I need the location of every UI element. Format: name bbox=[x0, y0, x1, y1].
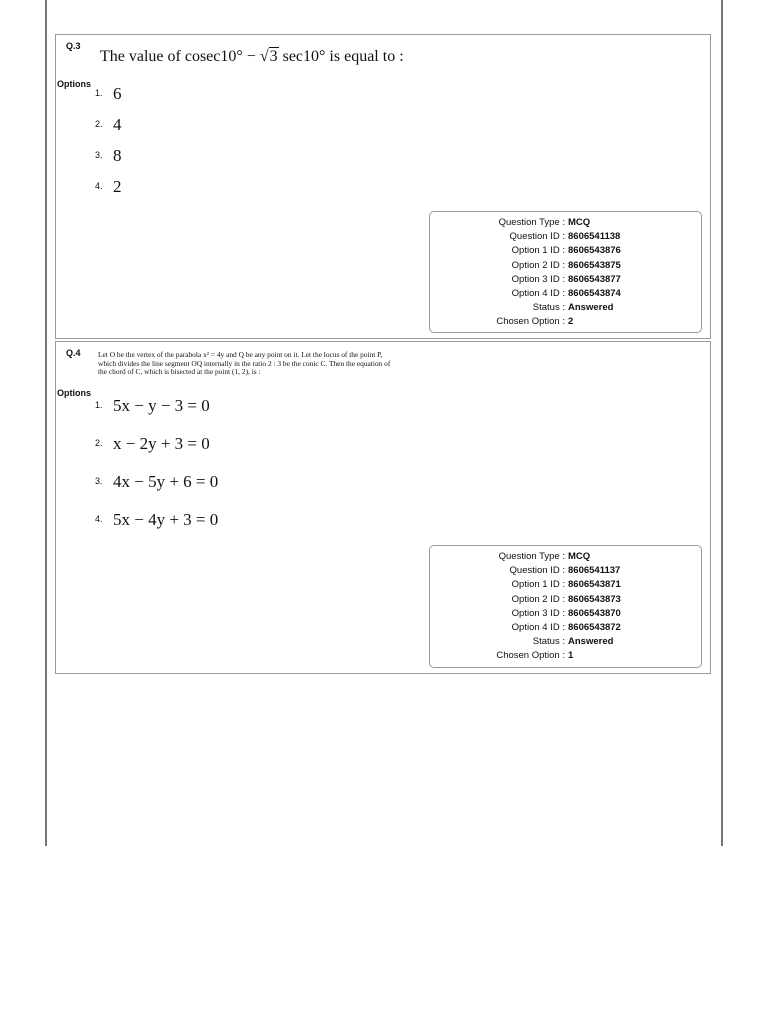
question-info-panel bbox=[429, 211, 702, 333]
page-left-border bbox=[45, 0, 47, 846]
option-value: 5x − y − 3 = 0 bbox=[113, 396, 210, 415]
info-row-option1 bbox=[430, 244, 701, 258]
info-value: 8606541137 bbox=[568, 565, 621, 577]
info-label: Option 4 ID : bbox=[511, 288, 565, 300]
option-number: 2. bbox=[95, 119, 103, 129]
info-row-chosen bbox=[430, 649, 701, 663]
option-value: 8 bbox=[113, 146, 122, 165]
info-label: Option 4 ID : bbox=[511, 622, 565, 634]
info-label: Option 2 ID : bbox=[511, 259, 565, 271]
info-row-option4 bbox=[430, 287, 701, 301]
info-value: 8606543874 bbox=[568, 288, 621, 300]
option-value: 5x − 4y + 3 = 0 bbox=[113, 510, 219, 529]
info-label: Chosen Option : bbox=[496, 650, 565, 662]
info-row-option4 bbox=[430, 621, 701, 635]
info-row-option3 bbox=[430, 273, 701, 287]
option-number: 3. bbox=[95, 150, 103, 160]
info-label: Option 3 ID : bbox=[511, 607, 565, 619]
info-label: Question Type : bbox=[498, 551, 565, 562]
info-row-option2 bbox=[430, 259, 701, 273]
option-value: 4 bbox=[113, 115, 122, 134]
question-number: Q.3 bbox=[66, 41, 81, 51]
info-label: Question ID : bbox=[509, 565, 565, 577]
info-value: 1 bbox=[568, 650, 574, 662]
question-text-pre: The value of cosec10° − bbox=[100, 48, 256, 65]
info-label: Chosen Option : bbox=[496, 316, 565, 328]
options-label: Options bbox=[57, 388, 91, 398]
info-label: Option 1 ID : bbox=[511, 245, 565, 257]
option-number: 2. bbox=[95, 438, 103, 448]
option-number: 3. bbox=[95, 476, 103, 486]
info-row-option3 bbox=[430, 607, 701, 621]
info-label: Option 1 ID : bbox=[511, 579, 565, 591]
sqrt-argument: 3 bbox=[269, 48, 278, 65]
info-value: 8606543876 bbox=[568, 245, 621, 257]
question-text-line: Let O be the vertex of the parabola x² = 4y and Q be any point on it. Let the locus of the point P, bbox=[98, 350, 383, 359]
question-text-post: sec10° is equal to : bbox=[282, 48, 404, 65]
info-label: Question ID : bbox=[509, 231, 565, 243]
info-row-option1 bbox=[430, 578, 701, 592]
info-value: 8606543871 bbox=[568, 579, 621, 591]
info-label: Status : bbox=[532, 636, 565, 648]
info-label: Question Type : bbox=[498, 217, 565, 228]
info-row-status bbox=[430, 301, 701, 315]
option-number: 1. bbox=[95, 400, 103, 410]
info-row-qid bbox=[430, 564, 701, 578]
option-number: 4. bbox=[95, 181, 103, 191]
info-row-option2 bbox=[430, 593, 701, 607]
question-text-line: which divides the line segment OQ internally in the ratio 2 : 3 be the conic C. Then the equation of bbox=[98, 358, 391, 368]
info-row-qid bbox=[430, 230, 701, 244]
info-row-status bbox=[430, 635, 701, 649]
info-value: 8606543877 bbox=[568, 273, 621, 285]
info-value: 2 bbox=[568, 316, 574, 328]
info-value: 8606543872 bbox=[568, 622, 621, 634]
info-label: Option 2 ID : bbox=[511, 593, 565, 605]
info-label: Option 3 ID : bbox=[511, 273, 565, 285]
info-value: Answered bbox=[568, 636, 614, 648]
question-number: Q.4 bbox=[66, 348, 81, 358]
info-row-type bbox=[430, 550, 701, 564]
option-value: 2 bbox=[113, 177, 122, 196]
info-value: MCQ bbox=[568, 551, 591, 562]
question-info-panel bbox=[429, 545, 702, 668]
info-value: MCQ bbox=[568, 217, 591, 228]
options-label: Options bbox=[57, 79, 91, 89]
question-text bbox=[100, 48, 404, 66]
option-value: 6 bbox=[113, 84, 122, 103]
question-block-q4 bbox=[55, 341, 711, 674]
info-value: 8606541138 bbox=[568, 231, 621, 243]
question-text bbox=[98, 351, 390, 377]
question-text-line: the chord of C, which is bisected at the point (1, 2), is : bbox=[98, 367, 261, 377]
info-row-type bbox=[430, 216, 701, 230]
info-row-chosen bbox=[430, 315, 701, 329]
info-label: Status : bbox=[532, 302, 565, 314]
page-right-border bbox=[721, 0, 723, 846]
option-value: x − 2y + 3 = 0 bbox=[113, 434, 210, 453]
option-value: 4x − 5y + 6 = 0 bbox=[113, 472, 219, 491]
sqrt-expression: √3 bbox=[259, 48, 278, 65]
info-value: 8606543870 bbox=[568, 607, 621, 619]
info-value: Answered bbox=[568, 302, 614, 314]
option-number: 1. bbox=[95, 88, 103, 98]
question-block-q3 bbox=[55, 34, 711, 339]
option-number: 4. bbox=[95, 514, 103, 524]
info-value: 8606543875 bbox=[568, 259, 621, 271]
info-value: 8606543873 bbox=[568, 593, 621, 605]
